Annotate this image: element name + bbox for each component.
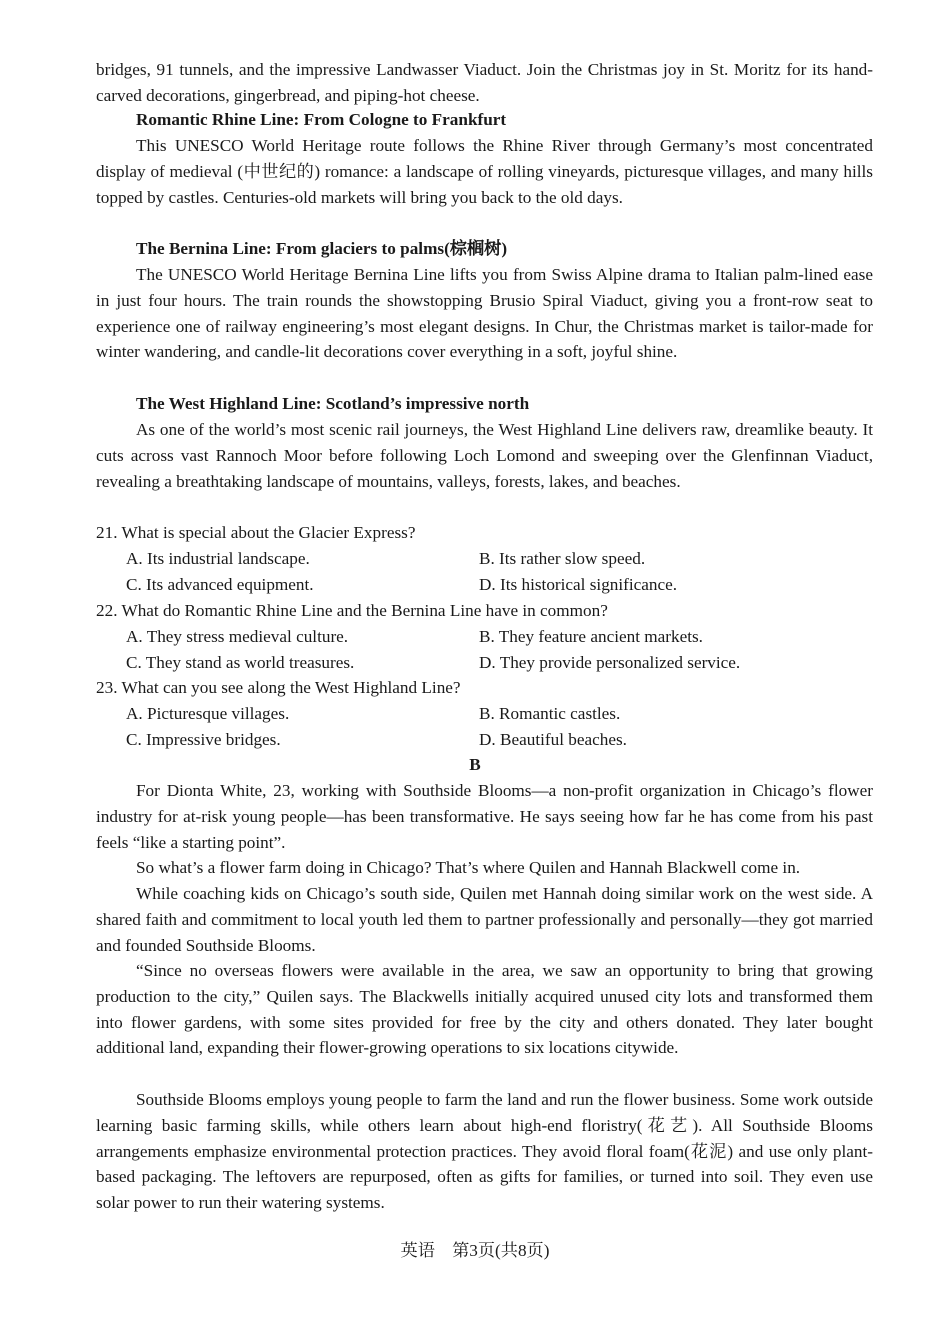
question-21-option-b: B. Its rather slow speed. — [479, 549, 646, 568]
passage-b-label: B — [469, 755, 481, 774]
passage-b-paragraph-4: “Since no overseas flowers were available in the area, we saw an opportunity to bring that growing production to the city,” Quilen says. The Blackwells initially acquired unused city lots and transformed them into flower gardens, with some sites provided for free by the city and others donated. They later bought additional land, expanding their flower-growing operations to six locations citywide. — [96, 961, 873, 1058]
section-heading-west-highland: The West Highland Line: Scotland’s impressive north — [136, 394, 530, 413]
section-heading-bernina: The Bernina Line: From glaciers to palms(棕榈树) — [136, 239, 508, 258]
section-text-west-highland: As one of the world’s most scenic rail journeys, the West Highland Line delivers raw, dreamlike beauty. It cuts across vast Rannoch Moor before following Loch Lomond and sweeping over the Glenfinnan Viaduct, revealing a breathtaking landscape of mountains, valleys, forests, lakes, and beaches. — [96, 420, 873, 491]
passage-b-paragraph-3: While coaching kids on Chicago’s south side, Quilen met Hannah doing similar work on the west side. A shared faith and commitment to local youth led them to partner professionally and personally—they got married and founded Southside Blooms. — [96, 884, 873, 955]
question-22-option-b: B. They feature ancient markets. — [479, 627, 703, 646]
section-heading-rhine: Romantic Rhine Line: From Cologne to Frankfurt — [136, 110, 507, 129]
question-23-option-c: C. Impressive bridges. — [126, 730, 281, 749]
section-text-bernina: The UNESCO World Heritage Bernina Line lifts you from Swiss Alpine drama to Italian palm-lined ease in just four hours. The train rounds the showstopping Brusio Spiral Viaduct, giving you a front-row seat to experience one of railway engineering’s most elegant designs. In Chur, the Christmas market is tailor-made for winter wandering, and candle-lit decorations cover everything in a soft, joyful shine. — [96, 265, 873, 362]
passage-b-paragraph-2: So what’s a flower farm doing in Chicago? That’s where Quilen and Hannah Blackwell come in. — [136, 858, 801, 877]
page-footer: 英语 第3页(共8页) — [400, 1241, 550, 1260]
section-text-rhine: This UNESCO World Heritage route follows the Rhine River through Germany’s most concentrated display of medieval (中世纪的) romance: a landscape of rolling vineyards, picturesque villages, and many hills topped by castles. Centuries-old markets will bring you back to the old days. — [96, 136, 873, 207]
question-21-stem: 21. What is special about the Glacier Express? — [96, 523, 416, 542]
question-22-option-c: C. They stand as world treasures. — [126, 653, 355, 672]
question-21-option-c: C. Its advanced equipment. — [126, 575, 314, 594]
passage-a-intro-tail: bridges, 91 tunnels, and the impressive Landwasser Viaduct. Join the Christmas joy in St. Moritz for its hand-carved decorations, gingerbread, and piping-hot cheese. — [96, 60, 873, 105]
question-23-option-a: A. Picturesque villages. — [126, 704, 290, 723]
passage-b-paragraph-1: For Dionta White, 23, working with Southside Blooms—a non-profit organization in Chicago’s flower industry for at-risk young people—has been transformative. He says seeing how far he has come from his past feels “like a starting point”. — [96, 781, 873, 852]
question-22-option-a: A. They stress medieval culture. — [126, 627, 349, 646]
question-22-option-d: D. They provide personalized service. — [479, 653, 741, 672]
question-21-option-a: A. Its industrial landscape. — [126, 549, 310, 568]
question-21-option-d: D. Its historical significance. — [479, 575, 678, 594]
passage-b-paragraph-5: Southside Blooms employs young people to farm the land and run the flower business. Some work outside learning basic farming skills, while others learn about high-end floristry(花艺). All Southside Blooms arrangements emphasize environmental protection practices. They avoid floral foam(花泥) and use only plant-based packaging. The leftovers are repurposed, often as gifts for families, or turned into soil. They even use solar power to run their watering systems. — [96, 1090, 873, 1213]
question-23-option-d: D. Beautiful beaches. — [479, 730, 627, 749]
question-23-stem: 23. What can you see along the West Highland Line? — [96, 678, 461, 697]
question-22-stem: 22. What do Romantic Rhine Line and the Bernina Line have in common? — [96, 601, 608, 620]
question-23-option-b: B. Romantic castles. — [479, 704, 621, 723]
